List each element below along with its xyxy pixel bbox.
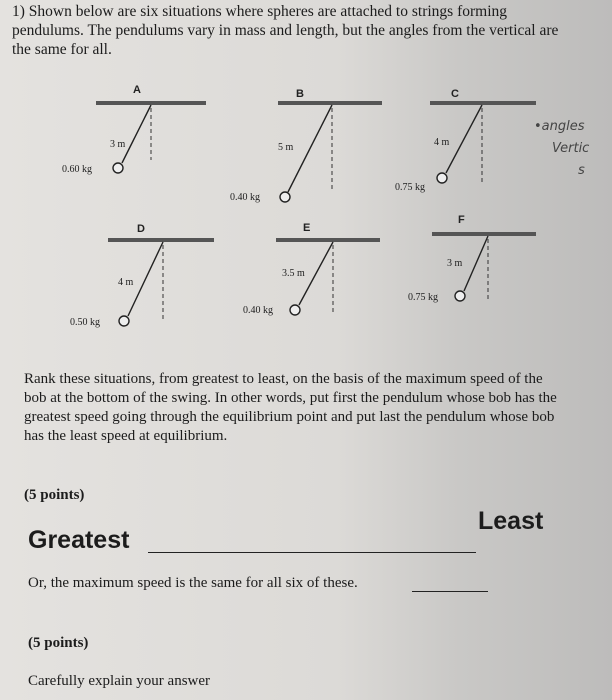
ceiling-bar <box>108 238 214 242</box>
pendulum-b <box>230 88 382 203</box>
mass-label: 0.50 kg <box>70 317 100 328</box>
bob <box>455 291 465 301</box>
handwritten-note-1: •angles <box>534 119 585 134</box>
handwritten-note-2: Vertic <box>552 141 590 156</box>
mass-label: 0.40 kg <box>243 305 273 316</box>
bob <box>280 192 290 202</box>
greatest-label: Greatest <box>28 526 130 554</box>
string <box>446 105 482 173</box>
intro-line-2: pendulums. The pendulums vary in mass and length, but the angles from the vertical are <box>12 22 559 39</box>
bob <box>119 316 129 326</box>
points-label-2: (5 points) <box>28 635 89 651</box>
bob <box>113 163 123 173</box>
explain-prompt: Carefully explain your answer <box>28 673 211 689</box>
length-label: 3.5 m <box>282 268 305 279</box>
length-label: 3 m <box>110 139 126 150</box>
mass-label: 0.60 kg <box>62 164 92 175</box>
ceiling-bar <box>96 101 206 105</box>
intro-line-3: the same for all. <box>12 41 112 58</box>
label: E <box>303 222 311 234</box>
mass-label: 0.75 kg <box>408 292 438 303</box>
intro-line-1: 1) Shown below are six situations where spheres are attached to strings forming <box>12 3 508 20</box>
length-label: 5 m <box>278 142 294 153</box>
mass-label: 0.40 kg <box>230 192 260 203</box>
question-line-4: has the least speed at equilibrium. <box>24 428 228 444</box>
pendulum-d <box>70 223 214 328</box>
bob <box>437 173 447 183</box>
question-line-1: Rank these situations, from greatest to least, on the basis of the maximum speed of the <box>24 371 543 387</box>
mass-label: 0.75 kg <box>395 182 425 193</box>
pendulum-f <box>408 214 536 303</box>
question-line-2: bob at the bottom of the swing. In other words, put first the pendulum whose bob has the <box>24 390 557 406</box>
label: C <box>451 88 459 100</box>
question-line-3: greatest speed going through the equilibrium point and put last the pendulum whose bob <box>24 409 555 425</box>
ceiling-bar <box>278 101 382 105</box>
label: D <box>137 223 145 235</box>
string <box>464 236 488 291</box>
least-label: Least <box>478 507 544 535</box>
length-label: 3 m <box>447 258 463 269</box>
same-speed-answer-line[interactable] <box>412 591 488 592</box>
bob <box>290 305 300 315</box>
label: B <box>296 88 304 100</box>
length-label: 4 m <box>434 137 450 148</box>
points-label-1: (5 points) <box>24 487 85 503</box>
ceiling-bar <box>432 232 536 236</box>
length-label: 4 m <box>118 277 134 288</box>
string <box>288 105 332 192</box>
ceiling-bar <box>276 238 380 242</box>
pendulum-diagram <box>0 0 612 345</box>
label: F <box>458 214 465 226</box>
pendulum-c <box>395 88 536 193</box>
pendulum-e <box>243 222 380 316</box>
label: A <box>133 84 141 96</box>
string <box>122 105 151 163</box>
pendulum-a <box>62 84 206 175</box>
ranking-answer-line[interactable] <box>148 552 476 553</box>
ceiling-bar <box>430 101 536 105</box>
handwritten-note-3: s <box>578 163 585 178</box>
same-speed-option: Or, the maximum speed is the same for all six of these. <box>28 575 358 591</box>
